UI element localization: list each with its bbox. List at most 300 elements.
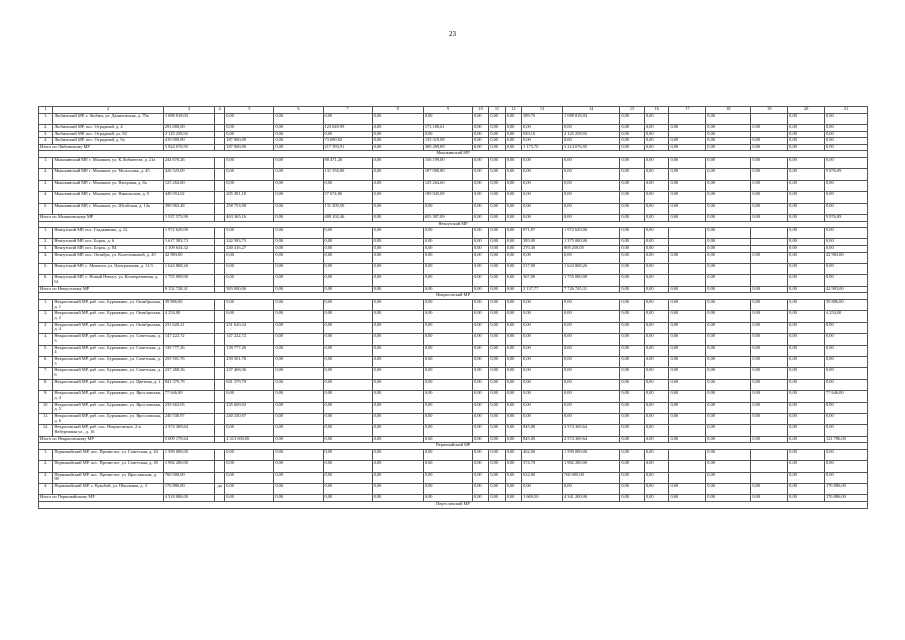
value-cell: 0,00 (644, 157, 669, 168)
value-cell: 0,00 (669, 402, 706, 413)
value-cell: 0,00 (788, 192, 825, 203)
value-cell: 0,00 (751, 180, 788, 191)
value-cell: 0,00 (669, 300, 706, 311)
value-cell: 0,00 (372, 157, 423, 168)
value-cell: 0,00 (274, 472, 323, 483)
value-cell: 0,00 (620, 131, 645, 138)
value-cell (751, 131, 788, 138)
value-cell: 0,00 (751, 138, 788, 145)
value-cell: 0,00 (505, 356, 521, 367)
column-number: 2 (53, 107, 164, 114)
value-cell: 0,00 (423, 300, 472, 311)
value-cell: 0,00 (563, 124, 620, 131)
value-cell: 0,00 (751, 402, 788, 413)
value-cell: 0,00 (788, 391, 825, 402)
value-cell: 131 556,80 (323, 169, 372, 180)
value-cell (751, 264, 788, 275)
value-cell: 0,00 (706, 239, 751, 246)
value-cell: 0,00 (505, 425, 521, 436)
value-cell: 0,00 (644, 334, 669, 345)
value-cell: 0,00 (522, 203, 563, 214)
value-cell (669, 113, 706, 124)
flag-cell (215, 356, 225, 367)
value-cell: 0,00 (489, 169, 505, 180)
value-cell: 0,00 (825, 356, 868, 367)
value-cell: 0,00 (323, 131, 372, 138)
value-cell: 0,00 (472, 239, 488, 246)
total-cell: 0,00 (563, 214, 620, 221)
value-cell: 231 620,24 (225, 322, 274, 333)
value-cell: 632,80 (522, 472, 563, 483)
value-cell (751, 461, 788, 472)
value-cell: 0,00 (274, 461, 323, 472)
total-cell: 383 000,00 (225, 286, 274, 293)
value-cell: 0,00 (274, 334, 323, 345)
total-cell: 0,00 (788, 144, 825, 151)
value-cell: 0,00 (372, 203, 423, 214)
column-number: 19 (751, 107, 788, 114)
value-cell: 0,00 (620, 472, 645, 483)
value-cell: 0,00 (825, 138, 868, 145)
value-cell: 0,00 (644, 124, 669, 131)
value-cell: 0,00 (620, 461, 645, 472)
value-cell: 0,00 (706, 157, 751, 168)
value-cell: 0,00 (751, 311, 788, 322)
total-cell: 217 593,91 (323, 144, 372, 151)
value-cell: 0,00 (225, 391, 274, 402)
value-cell: 0,00 (274, 180, 323, 191)
table-row (39, 138, 868, 145)
value-cell: 0,00 (644, 413, 669, 424)
flag-cell (215, 472, 225, 483)
value-cell: 0,00 (472, 264, 488, 275)
value-cell: 0,00 (505, 192, 521, 203)
value-cell: 0,00 (225, 169, 274, 180)
value-cell: 449 053,02 (163, 192, 214, 203)
value-cell: 0,00 (489, 322, 505, 333)
value-cell: 760 000,00 (563, 472, 620, 483)
value-cell: 395,00 (522, 239, 563, 246)
table-row (39, 275, 868, 286)
value-cell: 0,00 (472, 131, 488, 138)
value-cell: 0,00 (323, 391, 372, 402)
value-cell: 0,00 (489, 449, 505, 460)
value-cell (669, 239, 706, 246)
value-cell: 240 330,97 (163, 413, 214, 424)
table-row (39, 169, 868, 180)
value-cell: 0,00 (644, 345, 669, 356)
value-cell: 0,00 (372, 239, 423, 246)
value-cell: 0,00 (522, 334, 563, 345)
value-cell: 0,00 (706, 180, 751, 191)
value-cell: 0,00 (825, 449, 868, 460)
value-cell: 4 254,00 (825, 311, 868, 322)
value-cell: 0,00 (669, 169, 706, 180)
value-cell: 0,00 (372, 379, 423, 390)
value-cell: 0,00 (472, 275, 488, 286)
value-cell: 326 523,69 (163, 169, 214, 180)
total-cell: 0,00 (669, 495, 706, 502)
value-cell: 0,00 (620, 484, 645, 495)
value-cell: 0,00 (489, 300, 505, 311)
address-cell: Некрасовский МР, раб. пос. Бурмакино, ул. Советская, д. 3 (53, 334, 164, 345)
total-cell: 0,00 (751, 436, 788, 443)
value-cell: 0,00 (825, 413, 868, 424)
value-cell: 1 109 634,32 (163, 246, 214, 253)
value-cell: 0,00 (644, 472, 669, 483)
flag-cell (215, 334, 225, 345)
value-cell: 0,00 (788, 203, 825, 214)
column-number: 21 (825, 107, 868, 114)
value-cell: 0,00 (472, 113, 488, 124)
total-cell (215, 286, 225, 293)
total-cell: 0,00 (620, 144, 645, 151)
value-cell: 0,00 (563, 413, 620, 424)
value-cell: 0,00 (472, 169, 488, 180)
value-cell: 0,00 (751, 322, 788, 333)
value-cell: 0,00 (563, 334, 620, 345)
row-number: 6. (39, 356, 53, 367)
value-cell: 0,00 (522, 311, 563, 322)
value-cell: 0,00 (563, 300, 620, 311)
table-row (39, 425, 868, 436)
value-cell: 0,00 (706, 131, 751, 138)
flag-cell (215, 322, 225, 333)
value-cell: 0,00 (323, 239, 372, 246)
value-cell: 0,00 (472, 356, 488, 367)
value-cell: 0,00 (489, 311, 505, 322)
value-cell: 0,00 (274, 113, 323, 124)
value-cell: 0,00 (489, 275, 505, 286)
value-cell: 0,00 (472, 322, 488, 333)
value-cell: 187 080,80 (423, 169, 472, 180)
value-cell: 0,00 (620, 275, 645, 286)
value-cell: 0,00 (225, 449, 274, 460)
value-cell: 0,00 (489, 113, 505, 124)
column-number-row (39, 107, 868, 114)
value-cell: 0,00 (522, 138, 563, 145)
value-cell (751, 113, 788, 124)
table-row (39, 472, 868, 483)
table-row (39, 252, 868, 263)
flag-cell (215, 203, 225, 214)
value-cell: 0,00 (505, 138, 521, 145)
value-cell: 0,00 (788, 113, 825, 124)
value-cell: 242 583,73 (225, 239, 274, 246)
value-cell: 0,00 (563, 180, 620, 191)
value-cell: 0,00 (825, 322, 868, 333)
value-cell: 0,00 (788, 138, 825, 145)
value-cell: 0,00 (669, 379, 706, 390)
value-cell: 0,00 (644, 449, 669, 460)
total-cell: 176 886,00 (825, 495, 868, 502)
flag-cell (215, 252, 225, 263)
value-cell: 0,00 (751, 379, 788, 390)
table-row (39, 334, 868, 345)
value-cell: 147 222,72 (163, 334, 214, 345)
value-cell: 0,00 (274, 413, 323, 424)
value-cell: 0,00 (669, 192, 706, 203)
value-cell: 0,00 (620, 413, 645, 424)
value-cell: 0,00 (274, 275, 323, 286)
value-cell: 0,00 (669, 311, 706, 322)
flag-cell (215, 264, 225, 275)
budget-table (38, 106, 868, 509)
total-cell: 0,00 (323, 495, 372, 502)
value-cell: 0,00 (563, 203, 620, 214)
value-cell (669, 275, 706, 286)
total-cell: 845,00 (522, 436, 563, 443)
total-cell: 0,00 (472, 436, 488, 443)
flag-cell (215, 180, 225, 191)
total-cell: 0,00 (489, 144, 505, 151)
value-cell: 0,00 (505, 169, 521, 180)
value-cell: 0,00 (825, 192, 868, 203)
value-cell: 42 983,00 (163, 252, 214, 263)
value-cell: 0,00 (644, 391, 669, 402)
total-cell (215, 144, 225, 151)
value-cell: 0,00 (706, 413, 751, 424)
column-number: 15 (620, 107, 645, 114)
value-cell: 0,00 (274, 264, 323, 275)
flag-cell (215, 311, 225, 322)
value-cell: 1 982 200,00 (563, 461, 620, 472)
address-cell: Некрасовский МР, раб. пос. Бурмакино, ул. Советская, д. 5 (53, 356, 164, 367)
value-cell: 0,00 (472, 402, 488, 413)
value-cell: 0,00 (706, 379, 751, 390)
value-cell: 0,00 (472, 334, 488, 345)
address-cell: Первомайский МР, пос. Пречистое, ул. Ярославская, д. 98 (53, 472, 164, 483)
value-cell: 0,00 (620, 252, 645, 263)
value-cell: 39 886,00 (825, 300, 868, 311)
value-cell: 0,00 (644, 425, 669, 436)
value-cell: 367,00 (522, 275, 563, 286)
total-cell: 0,00 (788, 214, 825, 221)
value-cell: 0,00 (751, 484, 788, 495)
value-cell: 0,00 (372, 252, 423, 263)
value-cell: 0,00 (372, 275, 423, 286)
value-cell: 0,00 (505, 264, 521, 275)
value-cell: 0,00 (423, 391, 472, 402)
value-cell (669, 228, 706, 239)
district-name: Первомайский МР (39, 443, 868, 450)
value-cell: 0,00 (522, 124, 563, 131)
value-cell: 0,00 (372, 356, 423, 367)
district-header-row (39, 443, 868, 450)
address-cell: Некрасовский МР, раб. пос. Бурмакино, ул. Советская, д. 6 (53, 368, 164, 379)
value-cell: 0,00 (644, 300, 669, 311)
row-number: 2. (39, 124, 53, 131)
value-cell: 0,00 (505, 461, 521, 472)
address-cell: Первомайский МР, пос. Пречистое, ул. Советская, д. 65 (53, 461, 164, 472)
value-cell: 0,00 (563, 345, 620, 356)
row-number: 1. (39, 228, 53, 239)
total-cell: 187 000,00 (225, 144, 274, 151)
page-number: 23 (449, 30, 456, 38)
value-cell: 189 945,09 (423, 192, 472, 203)
value-cell: 0,00 (788, 180, 825, 191)
total-cell: 3 214 076,95 (563, 144, 620, 151)
value-cell: 0,00 (274, 203, 323, 214)
value-cell: 0,00 (274, 124, 323, 131)
value-cell: 0,00 (563, 356, 620, 367)
value-cell: 0,00 (644, 131, 669, 138)
value-cell: 0,00 (788, 413, 825, 424)
value-cell: 0,00 (505, 131, 521, 138)
value-cell: 0,00 (489, 391, 505, 402)
value-cell: 0,00 (323, 264, 372, 275)
table-row (39, 264, 868, 275)
value-cell: 0,00 (788, 449, 825, 460)
value-cell: 0,00 (372, 300, 423, 311)
value-cell: 760 000,00 (163, 472, 214, 483)
value-cell: 0,00 (274, 356, 323, 367)
value-cell: 0,00 (706, 252, 751, 263)
address-cell: Мышкинский МР, г. Мышкин, ул. Штабская, д. 14а (53, 203, 164, 214)
value-cell: 0,00 (620, 368, 645, 379)
value-cell: 0,00 (620, 425, 645, 436)
total-cell: 0,00 (505, 214, 521, 221)
value-cell: 389,70 (522, 113, 563, 124)
value-cell: 0,00 (372, 413, 423, 424)
flag-cell (215, 413, 225, 424)
total-cell: 0,00 (644, 214, 669, 221)
total-label: Итого по Первомайскому МР (39, 495, 164, 502)
address-cell: Некрасовский МР, раб. пос. Бурмакино, ул. Ярославская, д. 4 (53, 391, 164, 402)
value-cell: 0,00 (825, 131, 868, 138)
value-cell: 0,00 (323, 252, 372, 263)
value-cell: 0,00 (274, 300, 323, 311)
value-cell: 0,00 (644, 275, 669, 286)
value-cell: 0,00 (644, 252, 669, 263)
row-number: 4. (39, 138, 53, 145)
value-cell: 0,00 (644, 322, 669, 333)
value-cell: 0,00 (489, 425, 505, 436)
value-cell: 0,00 (372, 425, 423, 436)
value-cell: 0,00 (522, 322, 563, 333)
value-cell: 0,00 (423, 239, 472, 246)
flag-cell (215, 425, 225, 436)
value-cell: 0,00 (323, 484, 372, 495)
value-cell (669, 449, 706, 460)
value-cell: 0,00 (505, 413, 521, 424)
total-cell: 0,00 (423, 286, 472, 293)
value-cell (669, 131, 706, 138)
total-cell: 4 518 086,00 (163, 495, 214, 502)
value-cell: 0,00 (505, 157, 521, 168)
row-number: 1. (39, 157, 53, 168)
total-cell: 0,00 (669, 214, 706, 221)
value-cell: 0,00 (505, 252, 521, 263)
total-cell: 9 876,09 (825, 214, 868, 221)
total-cell: 0,00 (788, 436, 825, 443)
district-total-row (39, 214, 868, 221)
value-cell: 0,00 (522, 345, 563, 356)
value-cell: 0,00 (788, 275, 825, 286)
row-number: 4. (39, 484, 53, 495)
value-cell: 0,00 (323, 425, 372, 436)
value-cell: 0,00 (644, 203, 669, 214)
total-cell: 0,00 (644, 495, 669, 502)
value-cell: 0,00 (505, 203, 521, 214)
value-cell: 0,00 (706, 124, 751, 131)
value-cell: 2 125 258,92 (563, 131, 620, 138)
value-cell: 0,00 (489, 484, 505, 495)
total-cell: 0,00 (372, 286, 423, 293)
value-cell: 0,00 (825, 264, 868, 275)
value-cell: 4 254,00 (163, 311, 214, 322)
value-cell: 0,00 (225, 131, 274, 138)
value-cell: 0,00 (505, 379, 521, 390)
value-cell: 0,00 (788, 484, 825, 495)
total-cell: 0,00 (706, 144, 751, 151)
total-cell: 0,00 (751, 286, 788, 293)
value-cell: 0,00 (505, 368, 521, 379)
total-cell: 0,00 (372, 495, 423, 502)
total-cell: 0,00 (323, 436, 372, 443)
value-cell: 1 624 868,26 (163, 264, 214, 275)
value-cell: 0,00 (706, 461, 751, 472)
value-cell: 237 468,36 (163, 368, 214, 379)
value-cell: 0,00 (489, 402, 505, 413)
value-cell: 0,00 (825, 124, 868, 131)
value-cell: 205 381,18 (225, 192, 274, 203)
value-cell: 0,00 (472, 192, 488, 203)
total-cell: 0,00 (825, 144, 868, 151)
value-cell: 0,00 (788, 239, 825, 246)
value-cell: 0,00 (669, 368, 706, 379)
total-cell: 0,00 (274, 495, 323, 502)
value-cell: 0,00 (472, 252, 488, 263)
total-cell: 0,00 (489, 495, 505, 502)
value-cell: 0,00 (225, 228, 274, 239)
value-cell: 0,00 (423, 461, 472, 472)
column-number: 14 (563, 107, 620, 114)
table-row (39, 356, 868, 367)
column-number: 13 (522, 107, 563, 114)
table-row (39, 379, 868, 390)
value-cell: 0,00 (788, 264, 825, 275)
total-label: Итого по Некрасовскому МР (39, 436, 164, 443)
value-cell: 0,00 (751, 345, 788, 356)
value-cell: 0,00 (472, 180, 488, 191)
value-cell (751, 425, 788, 436)
value-cell: 293 000,00 (163, 124, 214, 131)
value-cell: 0,00 (620, 402, 645, 413)
total-cell: 0,00 (706, 214, 751, 221)
total-cell: 0,00 (644, 144, 669, 151)
flag-cell (215, 113, 225, 124)
value-cell: 0,00 (825, 402, 868, 413)
table-row (39, 413, 868, 424)
address-cell: Некоузский МР, пос. Борок, д. 6 (53, 239, 164, 246)
total-cell: 0,00 (505, 436, 521, 443)
value-cell: 39 886,00 (163, 300, 214, 311)
total-cell: 0,00 (274, 214, 323, 221)
value-cell: 0,00 (423, 334, 472, 345)
value-cell: 0,00 (620, 138, 645, 145)
value-cell: 0,00 (423, 379, 472, 390)
total-cell: 0,00 (225, 495, 274, 502)
value-cell: 0,00 (274, 192, 323, 203)
value-cell: 390 063,48 (163, 203, 214, 214)
value-cell: 0,00 (372, 461, 423, 472)
value-cell: 0,00 (788, 169, 825, 180)
value-cell: 0,00 (225, 311, 274, 322)
total-cell: 7 726 745,31 (563, 286, 620, 293)
total-cell: 8 152 728,31 (163, 286, 214, 293)
column-number: 7 (323, 107, 372, 114)
